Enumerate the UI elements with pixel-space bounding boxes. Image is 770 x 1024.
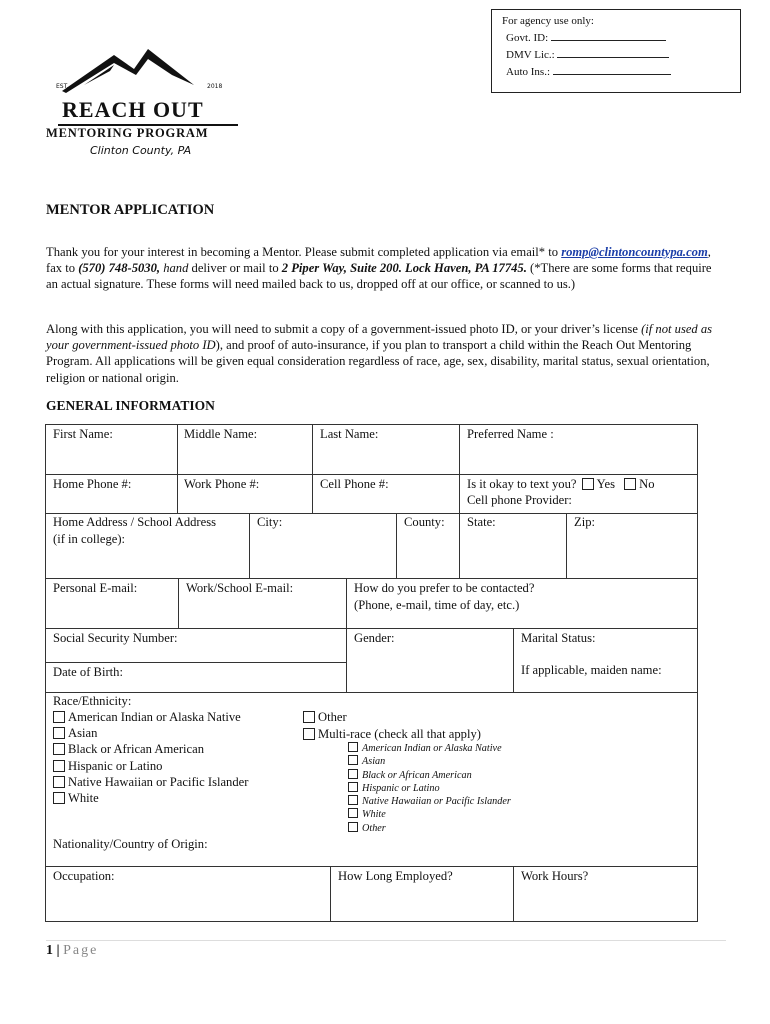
logo-location: Clinton County, PA (90, 144, 192, 157)
race-other-checkbox[interactable] (303, 711, 315, 723)
cell-provider-label: Cell phone Provider: (467, 493, 572, 507)
race-option-label: White (68, 791, 99, 806)
zip-label: Zip: (574, 515, 595, 529)
text-ok-question (467, 476, 655, 493)
auto-ins-field[interactable] (553, 63, 671, 75)
text-no-label: No (639, 477, 655, 491)
text-yes-label: Yes (596, 477, 615, 491)
page-number: 1 (46, 943, 53, 958)
text-ok-label: Is it okay to text you? (467, 477, 577, 491)
gender-label: Gender: (354, 631, 395, 645)
multi-race-item (348, 795, 511, 808)
multi-race-item-checkbox[interactable] (348, 822, 358, 832)
contact-pref-sub: (Phone, e-mail, time of day, etc.) (354, 598, 520, 612)
fax-number: (570) 748-5030, (78, 261, 161, 276)
occupation-label: Occupation: (53, 869, 115, 883)
page-word: Page (63, 943, 99, 958)
multi-race-item (348, 742, 511, 755)
race-option (53, 758, 248, 774)
text-yes-checkbox[interactable] (582, 478, 594, 490)
last-name-label: Last Name: (320, 427, 379, 441)
general-info-heading: GENERAL INFORMATION (46, 398, 215, 413)
race-option (53, 774, 248, 790)
intro-paragraph-1 (46, 244, 718, 293)
govt-id-field[interactable] (551, 29, 666, 41)
race-checkbox[interactable] (53, 760, 65, 772)
multi-race-label: Multi-race (check all that apply) (318, 726, 481, 741)
intro-text-a: Thank you for your interest in becoming a Mentor. Please submit completed application via email* to (46, 245, 559, 259)
row-divider (45, 474, 698, 475)
col-divider (459, 424, 460, 513)
marital-status-label: Marital Status: (521, 631, 596, 645)
race-checkbox[interactable] (53, 743, 65, 755)
col-divider (396, 513, 397, 578)
agency-title: For agency use only: (502, 15, 594, 27)
mountain-icon (44, 45, 244, 105)
race-checkbox[interactable] (53, 711, 65, 723)
work-hours-label: Work Hours? (521, 869, 589, 883)
col-divider (346, 578, 347, 692)
col-divider (312, 424, 313, 513)
col-divider (177, 424, 178, 513)
race-option-label: Native Hawaiian or Pacific Islander (68, 774, 249, 789)
preferred-name-label: Preferred Name : (467, 427, 554, 441)
city-label: City: (257, 515, 283, 529)
col-divider (459, 513, 460, 578)
multi-race-item-checkbox[interactable] (348, 795, 358, 805)
first-name-label: First Name: (53, 427, 113, 441)
intro-text-d: deliver or mail to (188, 261, 282, 276)
logo-program: MENTORING PROGRAM (46, 126, 209, 140)
col-divider (513, 866, 514, 922)
intro-text-e: (*There are some forms that require an actual signature. These forms will need mailed back to us, dropped off at our office, or scanned to us.) (46, 261, 712, 292)
work-phone-label: Work Phone #: (184, 477, 260, 491)
page-footer (46, 943, 98, 959)
race-other-label: Other (318, 710, 347, 724)
auto-ins-row (506, 63, 740, 80)
email-link[interactable]: romp@clintoncountypa.com (561, 245, 708, 259)
auto-ins-label: Auto Ins.: (506, 66, 550, 78)
text-no-checkbox[interactable] (624, 478, 636, 490)
page-title: MENTOR APPLICATION (46, 202, 215, 218)
col-divider (566, 513, 567, 578)
race-option (53, 741, 248, 757)
intro-text-b: , fax to (46, 245, 711, 276)
multi-race-item-checkbox[interactable] (348, 782, 358, 792)
if-college-label: (if in college): (53, 532, 126, 546)
home-phone-label: Home Phone #: (53, 477, 132, 491)
govt-id-row (506, 29, 740, 46)
row-divider (45, 578, 698, 579)
race-option-label: Asian (68, 726, 98, 741)
dob-label: Date of Birth: (53, 665, 123, 679)
race-other-option (303, 709, 481, 726)
multi-race-item-label: Hispanic or Latino (362, 782, 440, 794)
row-divider (45, 628, 698, 629)
logo-est: EST. (56, 83, 69, 90)
intro2-italic: (if not used as your government-issued photo ID (46, 322, 713, 353)
intro2-text-b: ), and proof of auto-insurance, if you plan to transport a child within the Reach Out Mentoring Program. All applications will be given equal consideration regardless of race, age, sex, disability, marital status, sexual orientation, religion or national origin. (46, 338, 710, 385)
row-divider (45, 692, 698, 693)
col-divider (249, 513, 250, 578)
logo-year: 2018 (207, 83, 223, 90)
multi-race-item (348, 769, 511, 782)
cell-phone-label: Cell Phone #: (320, 477, 389, 491)
multi-race-item-label: White (362, 809, 386, 821)
multi-race-item-label: American Indian or Alaska Native (362, 743, 502, 754)
dmv-lic-row (506, 46, 740, 63)
dmv-lic-label: DMV Lic.: (506, 49, 555, 61)
race-option-label: Hispanic or Latino (68, 758, 163, 773)
work-email-label: Work/School E-mail: (186, 581, 294, 595)
ssn-label: Social Security Number: (53, 631, 178, 645)
col-divider (513, 628, 514, 692)
mail-address: 2 Piper Way, Suite 200. Lock Haven, PA 17745. (281, 261, 527, 276)
row-divider (45, 662, 347, 663)
maiden-name-label: If applicable, maiden name: (521, 663, 662, 677)
col-divider (178, 578, 179, 628)
other-race-options (303, 709, 481, 742)
multi-race-item-label: Asian (362, 756, 386, 768)
intro-hand: hand (160, 261, 189, 276)
race-option (53, 725, 248, 741)
race-options (53, 709, 248, 806)
multi-race-item-checkbox[interactable] (348, 769, 358, 779)
logo-name: REACH OUT (62, 97, 204, 122)
intro-paragraph-2 (46, 321, 718, 386)
middle-name-label: Middle Name: (184, 427, 258, 441)
multi-race-item (348, 755, 511, 768)
row-divider (45, 866, 698, 867)
nationality-label: Nationality/Country of Origin: (53, 837, 208, 851)
intro2-text-a: Along with this application, you will need to submit a copy of a government-issued photo ID, or your driver’s license (46, 322, 642, 336)
multi-race-options (348, 742, 511, 835)
multi-race-item-checkbox[interactable] (348, 808, 358, 818)
agency-use-box (491, 9, 741, 93)
home-address-label: Home Address / School Address (53, 515, 217, 529)
race-checkbox[interactable] (53, 776, 65, 788)
multi-race-item-checkbox[interactable] (348, 742, 358, 752)
multi-race-item-label: Other (362, 822, 386, 834)
race-option-label: Black or African American (68, 742, 205, 757)
col-divider (330, 866, 331, 922)
govt-id-label: Govt. ID: (506, 32, 549, 44)
personal-email-label: Personal E-mail: (53, 581, 138, 595)
multi-race-item-label: Black or African American (362, 769, 472, 781)
race-option (53, 790, 248, 806)
state-label: State: (467, 515, 496, 529)
race-checkbox[interactable] (53, 727, 65, 739)
reach-out-logo (44, 45, 244, 165)
county-label: County: (404, 515, 445, 529)
multi-race-item (348, 782, 511, 795)
race-label: Race/Ethnicity: (53, 694, 132, 708)
multi-race-item (348, 808, 511, 821)
page-separator: | (53, 943, 64, 958)
multi-race-item-checkbox[interactable] (348, 755, 358, 765)
race-option (53, 709, 248, 725)
multi-race-option (303, 726, 481, 743)
how-long-employed-label: How Long Employed? (338, 869, 453, 883)
multi-race-item-label: Native Hawaiian or Pacific Islander (362, 796, 511, 808)
multi-race-checkbox[interactable] (303, 728, 315, 740)
contact-pref-label: How do you prefer to be contacted? (354, 581, 535, 595)
footer-rule (46, 940, 726, 941)
race-option-label: American Indian or Alaska Native (68, 710, 241, 724)
dmv-lic-field[interactable] (557, 46, 669, 58)
multi-race-item (348, 822, 511, 835)
race-checkbox[interactable] (53, 792, 65, 804)
